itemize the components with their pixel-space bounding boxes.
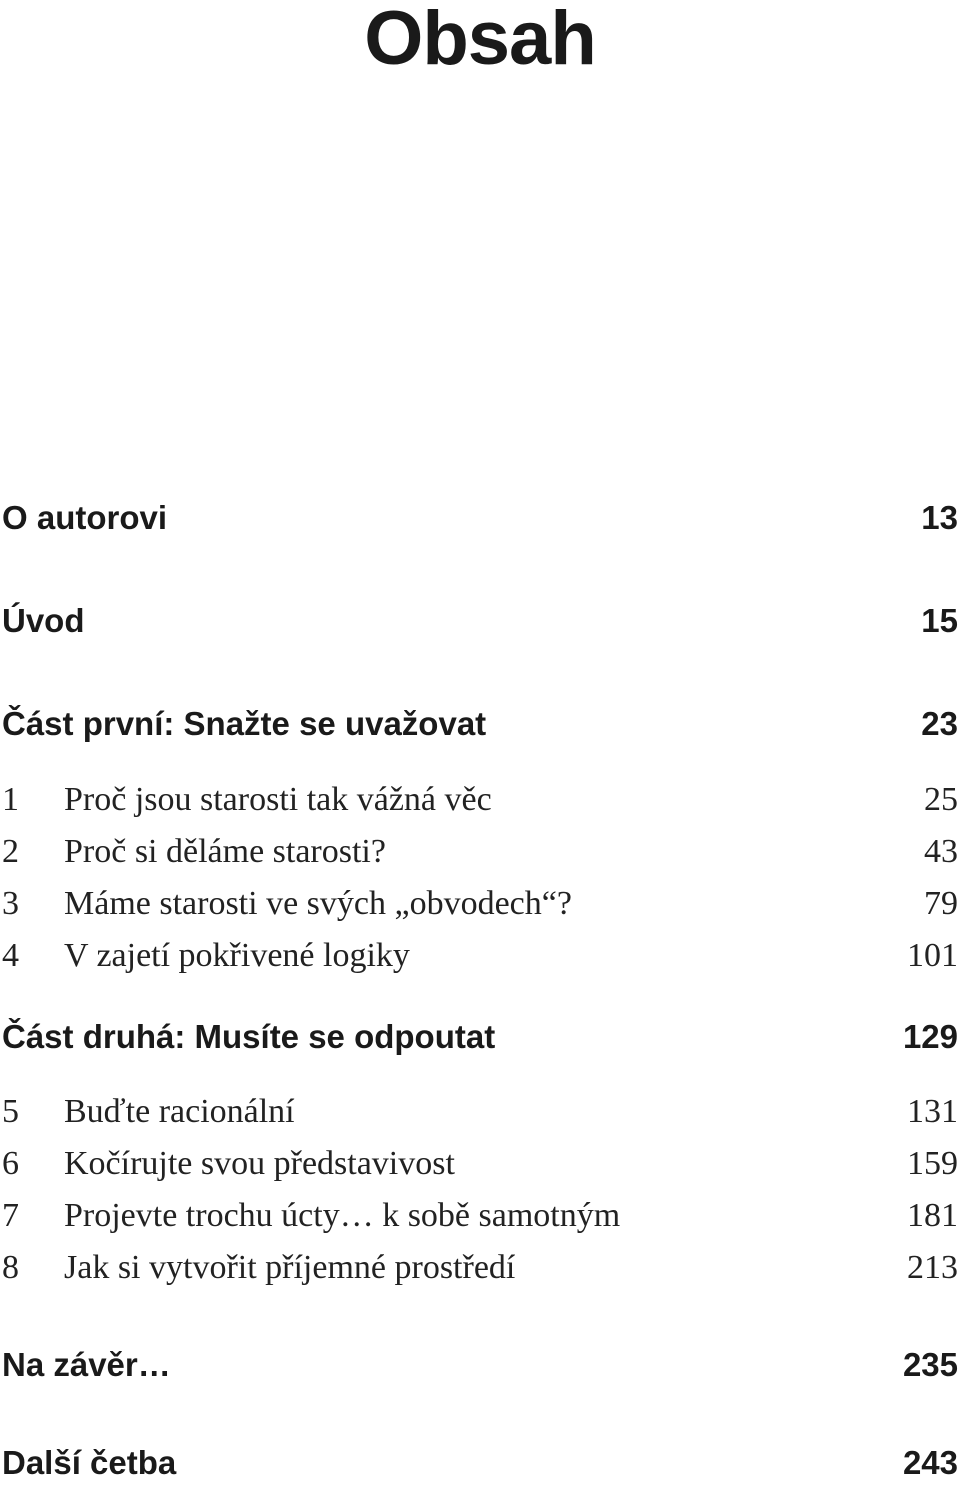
chapter-page: 25	[924, 781, 958, 818]
toc-chapter-2[interactable]	[0, 830, 960, 874]
toc-entry-page: 129	[902, 1018, 958, 1055]
toc-chapter-3[interactable]	[0, 882, 960, 926]
toc-entry-label: Část druhá: Musíte se odpoutat	[2, 1018, 496, 1055]
toc-entry-about-author[interactable]	[0, 496, 960, 540]
chapter-number: 4	[2, 937, 19, 974]
chapter-page: 213	[907, 1249, 958, 1286]
chapter-page: 131	[907, 1093, 958, 1130]
chapter-title: Máme starosti ve svých „obvodech“?	[64, 885, 572, 922]
toc-entry-label: Část první: Snažte se uvažovat	[2, 705, 487, 742]
toc-entry-intro[interactable]	[0, 599, 960, 643]
chapter-number: 3	[2, 885, 19, 922]
toc-entry-label: Na závěr…	[2, 1346, 171, 1383]
chapter-number: 7	[2, 1197, 19, 1234]
toc-chapter-5[interactable]	[0, 1090, 960, 1134]
chapter-page: 43	[924, 833, 958, 870]
chapter-title: Buďte racionální	[64, 1093, 295, 1130]
toc-chapter-4[interactable]	[0, 934, 960, 978]
chapter-number: 1	[2, 781, 19, 818]
chapter-page: 79	[924, 885, 958, 922]
toc-entry-part-two[interactable]	[0, 1015, 960, 1059]
toc-chapter-1[interactable]	[0, 778, 960, 822]
chapter-number: 8	[2, 1249, 19, 1286]
chapter-page: 101	[907, 937, 958, 974]
chapter-number: 5	[2, 1093, 19, 1130]
toc-entry-conclusion[interactable]	[0, 1343, 960, 1387]
toc-chapter-6[interactable]	[0, 1142, 960, 1186]
page-title: Obsah	[364, 0, 596, 81]
toc-entry-part-one[interactable]	[0, 702, 960, 746]
toc-entry-label: Další četba	[2, 1444, 177, 1481]
toc-entry-page: 235	[902, 1346, 958, 1383]
chapter-title: Jak si vytvořit příjemné prostředí	[64, 1249, 516, 1286]
toc-entry-page: 15	[921, 602, 958, 639]
toc-chapter-7[interactable]	[0, 1194, 960, 1238]
chapter-number: 6	[2, 1145, 19, 1182]
chapter-title: Proč jsou starosti tak vážná věc	[64, 781, 492, 818]
chapter-page: 159	[907, 1145, 958, 1182]
toc-entry-page: 13	[921, 499, 958, 536]
toc-entry-label: O autorovi	[2, 499, 168, 536]
chapter-title: Projevte trochu úcty… k sobě samotným	[64, 1197, 621, 1234]
chapter-title: V zajetí pokřivené logiky	[64, 937, 410, 974]
toc-entry-label: Úvod	[2, 602, 85, 639]
chapter-number: 2	[2, 833, 19, 870]
toc-entry-page: 243	[902, 1444, 958, 1481]
chapter-title: Proč si děláme starosti?	[64, 833, 386, 870]
toc-entry-further-reading[interactable]	[0, 1441, 960, 1485]
chapter-title: Kočírujte svou představivost	[64, 1145, 455, 1182]
chapter-page: 181	[907, 1197, 958, 1234]
toc-chapter-8[interactable]	[0, 1246, 960, 1290]
toc-entry-page: 23	[921, 705, 958, 742]
